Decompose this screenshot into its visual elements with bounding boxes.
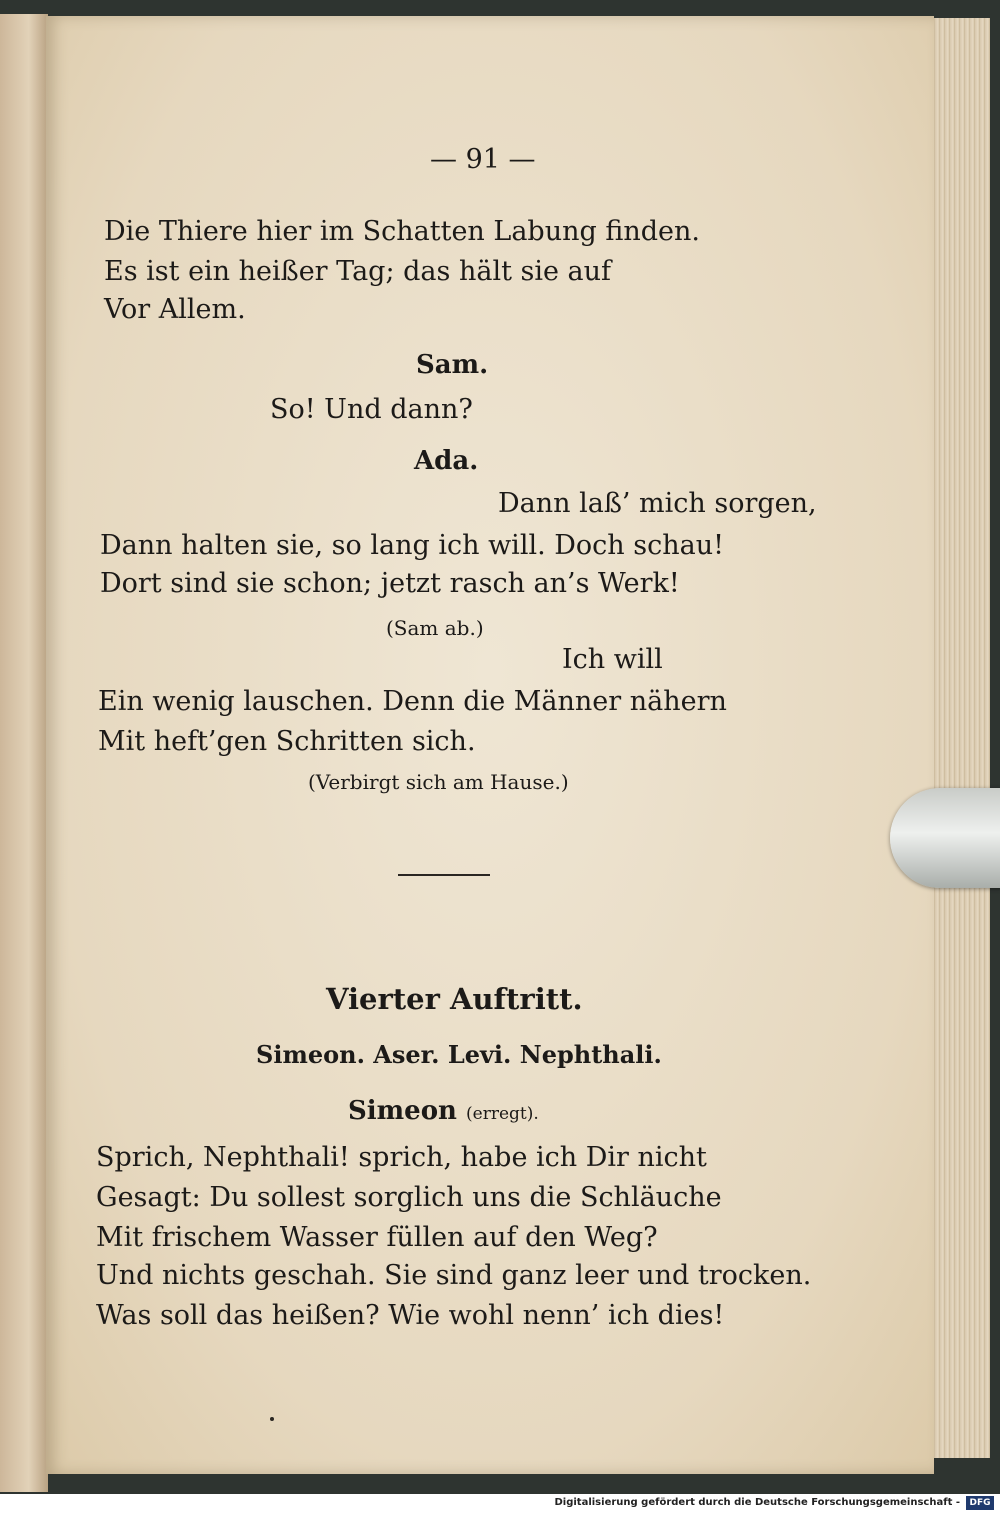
speaker-name: Simeon	[348, 1096, 457, 1126]
stage-direction: (Verbirgt sich am Hause.)	[308, 770, 569, 794]
cast-list: Simeon. Aser. Levi. Nephthali.	[256, 1040, 662, 1069]
stage-direction: (Sam ab.)	[386, 616, 484, 640]
verse-line: Dort sind sie schon; jetzt rasch an’s Werk!	[100, 568, 680, 599]
verse-line: Und nichts geschah. Sie sind ganz leer und trocken.	[96, 1260, 812, 1291]
verse-line: Mit heft’gen Schritten sich.	[98, 726, 476, 757]
speaker-label-simeon	[348, 1096, 539, 1126]
left-page-edge	[0, 14, 48, 1492]
footer-credit: Digitalisierung gefördert durch die Deutsche Forschungsgemeinschaft -	[554, 1497, 960, 1508]
verse-line: Die Thiere hier im Schatten Labung finden.	[104, 216, 700, 247]
speaker-note: (erregt).	[466, 1104, 539, 1124]
page-edges	[930, 18, 990, 1458]
verse-line: Sprich, Nephthali! sprich, habe ich Dir nicht	[96, 1142, 707, 1173]
verse-line: Ein wenig lauschen. Denn die Männer nähern	[98, 686, 727, 717]
speaker-label: Ada.	[414, 446, 479, 476]
page-number: — 91 —	[430, 144, 536, 175]
page-clip	[890, 788, 1000, 888]
scene-heading: Vierter Auftritt.	[326, 982, 583, 1016]
verse-line: Gesagt: Du sollest sorglich uns die Schläuche	[96, 1182, 722, 1213]
verse-line: Dann laß’ mich sorgen,	[498, 488, 817, 519]
ink-speck	[270, 1417, 274, 1421]
verse-line: Vor Allem.	[104, 294, 246, 325]
verse-line: Was soll das heißen? Wie wohl nenn’ ich dies!	[96, 1300, 725, 1331]
verse-line: Es ist ein heißer Tag; das hält sie auf	[104, 256, 612, 287]
verse-line: Mit frischem Wasser füllen auf den Weg?	[96, 1222, 658, 1253]
verse-line: So! Und dann?	[270, 394, 473, 425]
dfg-logo: DFG	[966, 1496, 994, 1510]
section-divider	[398, 874, 490, 876]
speaker-label: Sam.	[416, 350, 489, 380]
verse-line: Ich will	[562, 644, 663, 675]
verse-line: Dann halten sie, so lang ich will. Doch schau!	[100, 530, 724, 561]
